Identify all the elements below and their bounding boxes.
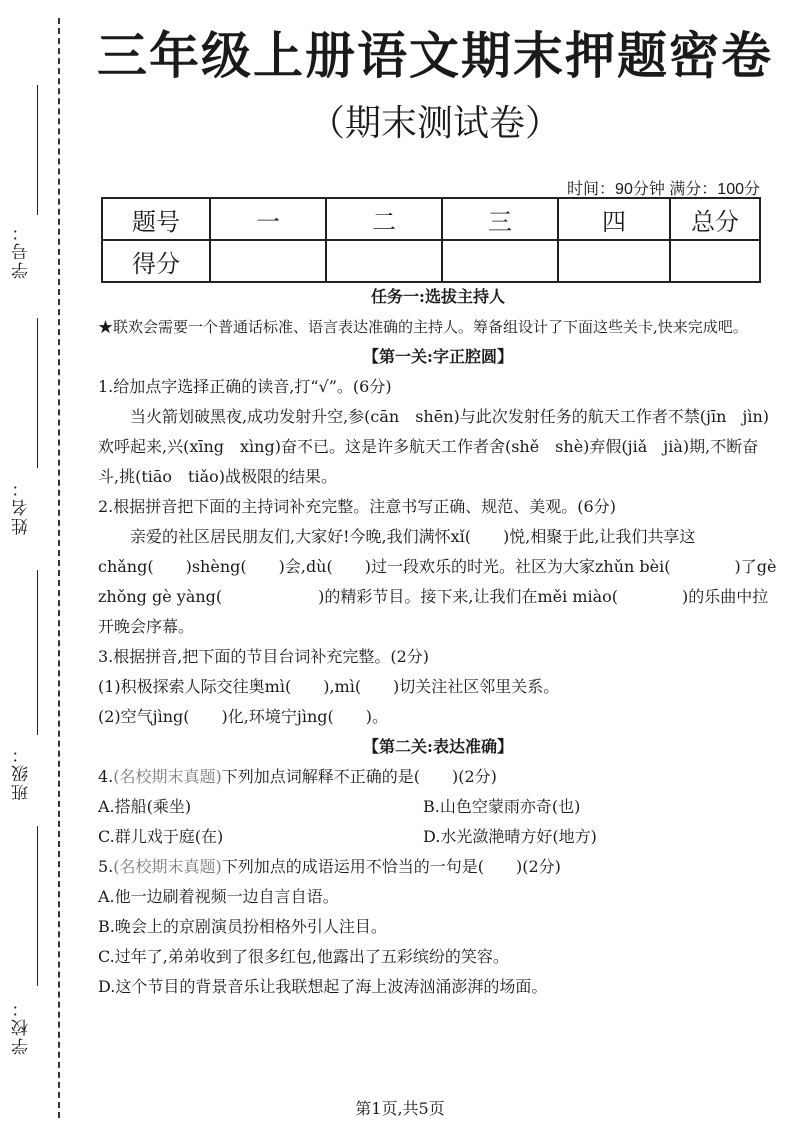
question-3-item-1: (1)积极探索人际交往奥mì( ),mì( )切关注社区邻里关系。	[98, 677, 560, 696]
table-cell: 得分	[102, 240, 210, 282]
question-4: 4.(名校期末真题)下列加点词解释不正确的是( )(2分)	[98, 767, 497, 786]
option-c[interactable]: C.群儿戏于庭(在)	[98, 827, 224, 846]
option-d[interactable]: D.水光潋滟晴方好(地方)	[423, 827, 597, 846]
class-label: 班级：	[12, 744, 32, 801]
section-heading-level1: 【第一关:字正腔圆】	[363, 347, 513, 366]
page-title: 三年级上册语文期末押题密卷	[97, 26, 773, 85]
score-input-cell[interactable]	[558, 240, 670, 282]
question-2: 2.根据拼音把下面的主持词补充完整。注意书写正确、规范、美观。(6分)	[98, 497, 616, 516]
table-cell: 总分	[670, 198, 760, 240]
question-4-options-row1	[98, 792, 778, 822]
table-cell: 一	[210, 198, 326, 240]
score-table-header-row	[102, 198, 760, 240]
score-table	[101, 197, 761, 283]
source-tag: (名校期末真题)	[113, 767, 222, 786]
exam-info: 时间：90分钟 满分：100分	[567, 181, 760, 198]
option-b[interactable]: B.晚会上的京剧演员扮相格外引人注目。	[98, 917, 387, 936]
section-heading-level2: 【第二关:表达准确】	[363, 737, 513, 756]
table-cell: 四	[558, 198, 670, 240]
question-3-item-2: (2)空气jìng( )化,环境宁jìng( )。	[98, 707, 388, 726]
question-1: 1.给加点字选择正确的读音,打“√”。(6分)	[98, 377, 392, 396]
question-1-text: 当火箭划破黑夜,成功发射升空,参(cān shēn)与此次发射任务的航天工作者不禁(jīn jìn)欢呼起来,兴(xīng xìng)奋不已。这是许多航天工作者舍(shě shè)弃假(jiǎ jià)期,不断奋斗,挑(tiāo tiǎo)战极限的结果。	[98, 407, 770, 486]
table-cell: 三	[442, 198, 558, 240]
question-4-stem: 下列加点词解释不正确的是( )(2分)	[221, 767, 497, 786]
student-id-label: 学号：	[12, 222, 32, 279]
page-subtitle: （期末测试卷）	[308, 103, 561, 144]
option-b[interactable]: B.山色空蒙雨亦奇(也)	[423, 797, 581, 816]
table-cell: 题号	[102, 198, 210, 240]
option-a[interactable]: A.搭船(乘坐)	[98, 797, 192, 816]
question-5-stem: 下列加点的成语运用不恰当的一句是( )(2分)	[221, 857, 561, 876]
score-input-cell[interactable]	[442, 240, 558, 282]
class-line	[37, 570, 38, 735]
question-3: 3.根据拼音,把下面的节目台词补充完整。(2分)	[98, 647, 430, 666]
school-line	[37, 826, 38, 986]
option-a[interactable]: A.他一边刷着视频一边自言自语。	[98, 887, 339, 906]
question-2-text: 亲爱的社区居民朋友们,大家好!今晚,我们满怀xǐ( )悦,相聚于此,让我们共享这chǎng( )shèng( )会,dù( )过一段欢乐的时光。社区为大家zhǔn bèi( )了gè zhǒng gè yàng( )的精彩节目。接下来,让我们在měi miào( )的乐曲中拉开晚会序幕。	[98, 527, 777, 636]
page-footer: 第1页,共5页	[355, 1099, 445, 1118]
name-label: 姓名：	[12, 478, 32, 535]
task-heading: 任务一:选拔主持人	[371, 287, 505, 306]
score-input-cell[interactable]	[210, 240, 326, 282]
binding-dashed-line	[58, 18, 60, 1118]
source-tag: (名校期末真题)	[113, 857, 222, 876]
option-c[interactable]: C.过年了,弟弟收到了很多红包,他露出了五彩缤纷的笑容。	[98, 947, 509, 966]
question-4-options-row2	[98, 822, 778, 852]
student-id-line	[37, 85, 38, 215]
question-5: 5.(名校期末真题)下列加点的成语运用不恰当的一句是( )(2分)	[98, 857, 561, 876]
score-input-cell[interactable]	[670, 240, 760, 282]
score-input-cell[interactable]	[326, 240, 442, 282]
exam-content	[98, 282, 778, 1002]
option-d[interactable]: D.这个节目的背景音乐让我联想起了海上波涛汹涌澎湃的场面。	[98, 977, 548, 996]
intro-text: ★联欢会需要一个普通话标准、语言表达准确的主持人。筹备组设计了下面这些关卡,快来完成吧。	[98, 318, 748, 336]
table-cell: 二	[326, 198, 442, 240]
name-line	[37, 318, 38, 468]
school-label: 学校：	[12, 998, 32, 1055]
score-table-score-row	[102, 240, 760, 282]
